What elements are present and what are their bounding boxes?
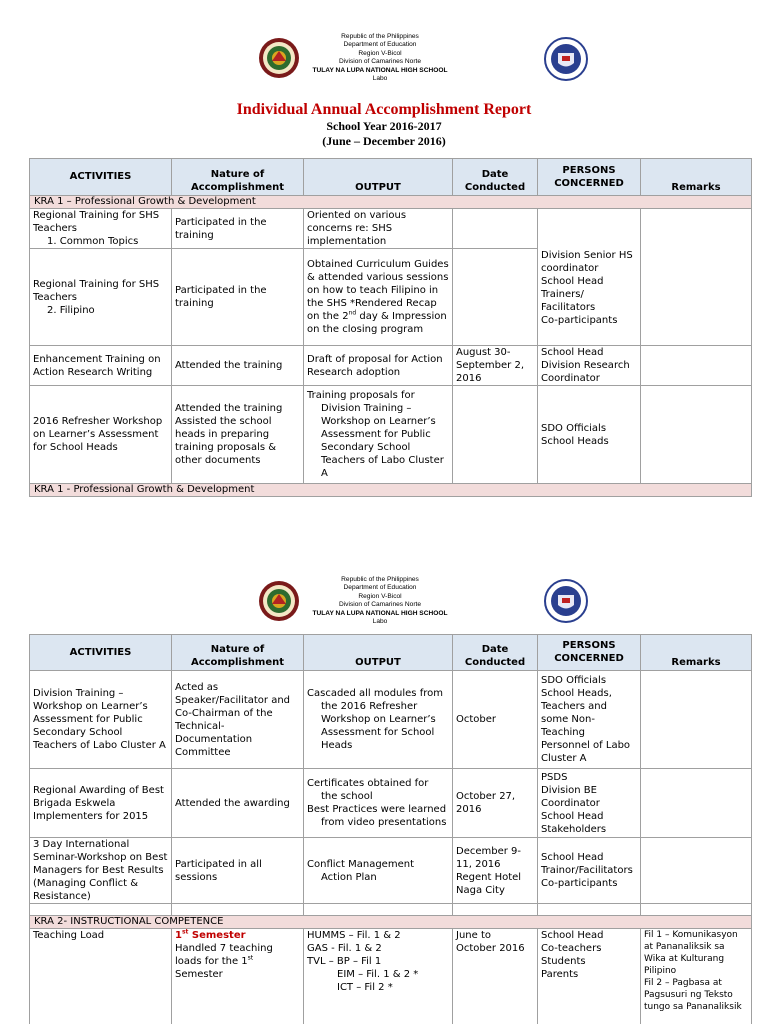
output-cell [304,386,453,484]
person-item: PSDS [541,771,568,783]
output-cell: Draft of proposal for Action Research adoption [304,346,453,386]
nature-cell: Participated in all sessions [172,838,304,904]
person-item: School Heads [541,435,609,447]
letterhead-line: Division of Camarines Norte [338,58,422,66]
remarks-item: Fil 1 – Komunikasyon at Pananaliksik sa Wika at Kulturang Pilipino [644,930,738,976]
output-text: the school [321,791,373,802]
remarks-cell [641,346,752,386]
kra-label: KRA 1 – Professional Growth & Development [30,196,752,209]
report-period: (June – December 2016) [322,134,446,148]
spacer-row [30,904,752,916]
col-header-activities: ACTIVITIES [30,159,172,196]
col-header-output: OUTPUT [304,159,453,196]
kra-row [30,916,752,929]
letterhead [280,33,480,83]
remarks-cell [641,386,752,484]
deped-seal-icon [544,579,588,623]
table-row [30,929,752,1024]
person-item: School Head [541,347,604,358]
date-cell: December 9-11, 2016 Regent Hotel Naga City [453,838,538,904]
persons-cell [538,209,641,346]
nature-cell: Participated in the training [172,249,304,346]
nature-cell [172,929,304,1024]
person-item: Division Senior HS coordinator [541,250,633,274]
nature-cell [172,386,304,484]
kra-row [30,484,752,497]
activity-cell [30,249,172,346]
accomplishment-table-page1 [29,158,752,497]
semester-number: 1 [175,930,182,941]
col-header-date: Date Conducted [453,635,538,671]
col-header-persons: PERSONS CONCERNED [538,635,641,671]
person-item: Parents [541,969,579,980]
table-row [30,769,752,838]
school-year: School Year 2016-2017 [326,119,442,133]
person-item: SDO Officials [541,422,607,434]
output-text: from video presentations [321,817,447,828]
activity-cell: Enhancement Training on Action Research Writing [30,346,172,386]
report-title: Individual Annual Accomplishment Report [236,101,532,118]
remarks-cell [641,671,752,769]
output-cell [304,769,453,838]
persons-cell [538,929,641,1024]
persons-cell [538,346,641,386]
ordinal-suffix: st [181,928,189,936]
nature-item: Assisted the school heads in preparing training proposals & other documents [175,416,277,466]
letterhead-line: Department of Education [343,41,417,49]
remarks-cell [641,209,752,346]
letterhead-line: Division of Camarines Norte [338,601,422,609]
output-text: Cascaded all modules from [307,688,443,699]
table-row [30,209,752,249]
activity-subitem: 1. Common Topics [47,236,139,247]
output-cell: Oriented on various concerns re: SHS implementation [304,209,453,249]
accomplishment-table-page2 [29,634,752,1024]
output-text: TVL – BP – Fil 1 [307,956,382,967]
school-name: TULAY NA LUPA NATIONAL HIGH SCHOOL [312,609,448,617]
school-town: Labo [372,618,388,626]
output-text: Conflict Management [307,858,414,870]
output-cell [304,929,453,1024]
report-title-block [0,101,768,149]
nature-cell: Attended the training [172,346,304,386]
col-header-activities: ACTIVITIES [30,635,172,671]
output-cell [304,838,453,904]
person-item: School Head [541,852,604,863]
person-item: Stakeholders [541,823,607,835]
activity-cell: 2016 Refresher Workshop on Learner’s Assessment for School Heads [30,386,172,484]
output-text: GAS - Fil. 1 & 2 [307,943,382,954]
person-item: Co-participants [541,878,618,889]
ordinal-suffix: st [247,954,254,962]
table-row [30,346,752,386]
person-item: Division Research Coordinator [541,360,630,384]
nature-cell: Participated in the training [172,209,304,249]
output-text: Best Practices were learned [307,804,447,815]
school-town: Labo [372,75,388,83]
output-text: Action Plan [321,871,377,883]
output-text: Division Training – Workshop on Learner’s Assessment for Public Secondary School Teachers of Labo Cluster A [321,403,444,479]
col-header-date: Date Conducted [453,159,538,196]
output-cell [304,249,453,346]
persons-cell [538,671,641,769]
output-cell [304,671,453,769]
activity-cell: Teaching Load [30,929,172,1024]
semester-heading [175,929,300,942]
nature-cell: Attended the awarding [172,769,304,838]
table-row [30,838,752,904]
date-cell: October [453,671,538,769]
letterhead-line: Region V-Bicol [358,592,402,600]
output-text: day & Impression on the closing program [307,311,447,335]
nature-text: Semester [175,969,223,980]
date-cell [453,209,538,249]
activity-cell: 3 Day International Seminar-Workshop on Best Managers for Best Results (Managing Conflict & Resistance) [30,838,172,904]
kra-label: KRA 2- INSTRUCTIONAL COMPETENCE [30,916,752,929]
output-text: ICT – Fil 2 * [337,982,393,993]
table-header-row [30,635,752,671]
person-item: Division BE Coordinator [541,784,600,809]
activity-text: Regional Training for SHS Teachers [33,278,160,303]
letterhead-line: Republic of the Philippines [341,576,419,583]
date-cell: August 30- September 2, 2016 [453,346,538,386]
output-text: HUMMS – Fil. 1 & 2 [307,930,401,941]
semester-label: Semester [188,930,246,941]
output-text: Obtained Curriculum Guides & attended various sessions on how to teach Filipino in the SHS [307,259,449,309]
letterhead [280,576,480,626]
person-item: School Head [541,276,604,287]
table-row [30,671,752,769]
persons-cell [538,386,641,484]
nature-item: Attended the training [175,403,283,414]
nature-text: Handled 7 teaching loads for the 1 [175,943,273,967]
output-text: the 2016 Refresher Workshop on Learner’s Assessment for School Heads [321,701,436,751]
school-name: TULAY NA LUPA NATIONAL HIGH SCHOOL [312,66,448,74]
output-text: Training proposals for [307,390,415,401]
output-text: EIM – Fil. 1 & 2 * [337,969,419,980]
table-header-row [30,159,752,196]
remarks-item: Fil 2 – Pagbasa at Pagsusuri ng Teksto tungo sa Pananaliksik [644,978,742,1012]
letterhead-line: Republic of the Philippines [341,33,419,40]
letterhead-line: Department of Education [343,584,417,592]
person-item: School Heads, Teachers and some Non-Teaching Personnel of Labo Cluster A [541,688,631,764]
col-header-persons: PERSONS CONCERNED [538,159,641,196]
letterhead-line: Region V-Bicol [358,49,402,57]
persons-cell [538,838,641,904]
activity-cell: Division Training – Workshop on Learner’s Assessment for Public Secondary School Teachers of Labo Cluster A [30,671,172,769]
person-item: Co-participants [541,315,618,326]
remarks-cell [641,838,752,904]
date-cell: June to October 2016 [453,929,538,1024]
activity-text: Regional Training for SHS Teachers [33,210,160,234]
nature-cell: Acted as Speaker/Facilitator and Co-Chairman of the Technical-Documentation Committee [172,671,304,769]
person-item: SDO Officials [541,675,607,686]
remarks-cell [641,929,752,1024]
person-item: School Head [541,930,604,941]
col-header-remarks: Remarks [641,635,752,671]
col-header-nature: Nature of Accomplishment [172,635,304,671]
persons-cell [538,769,641,838]
output-text: Certificates obtained for [307,778,429,789]
person-item: Students [541,956,586,967]
output-text: *Rendered Recap on the 2 [307,298,437,322]
activity-cell [30,209,172,249]
col-header-output: OUTPUT [304,635,453,671]
date-cell [453,386,538,484]
col-header-remarks: Remarks [641,159,752,196]
person-item: Trainers/ Facilitators [541,289,596,313]
activity-cell: Regional Awarding of Best Brigada Eskwela Implementers for 2015 [30,769,172,838]
col-header-nature: Nature of Accomplishment [172,159,304,196]
date-cell [453,249,538,346]
person-item: Co-teachers [541,943,602,954]
deped-seal-icon [544,37,588,81]
date-cell: October 27, 2016 [453,769,538,838]
activity-subitem: 2. Filipino [47,304,95,316]
kra-label: KRA 1 - Professional Growth & Development [30,484,752,497]
person-item: Trainor/Facilitators [541,865,633,876]
ordinal-suffix: nd [348,309,357,317]
person-item: School Head [541,810,604,822]
table-row [30,386,752,484]
kra-row [30,196,752,209]
remarks-cell [641,769,752,838]
